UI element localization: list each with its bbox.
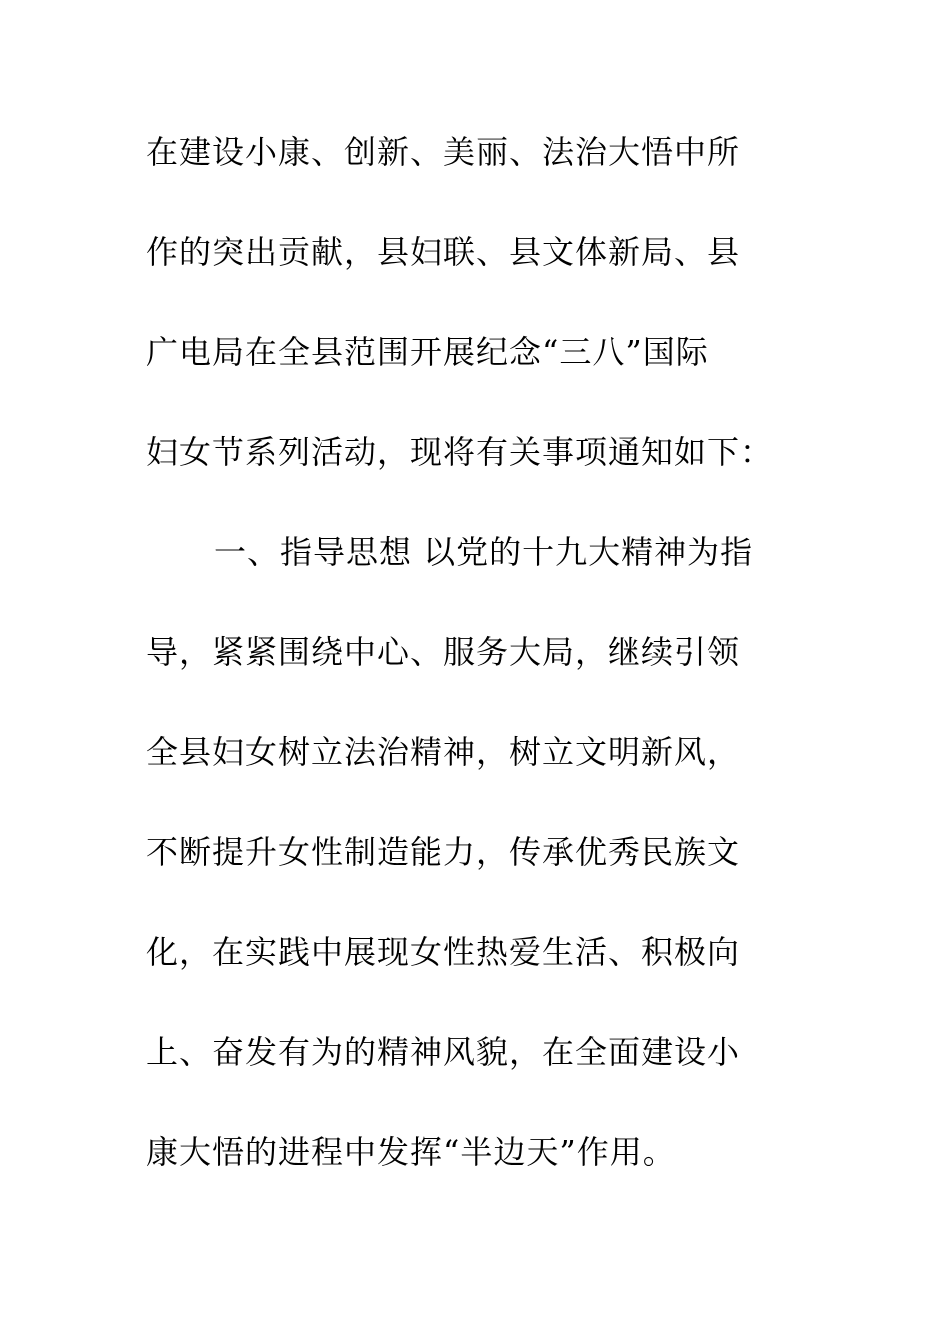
text-line: 康大悟的进程中发挥“半边天”作用。 [146,1133,676,1171]
text-line: 化，在实践中展现女性热爱生活、积极向 [146,933,741,971]
text-line: 作的突出贡献，县妇联、县文体新局、县 [146,233,741,271]
text-line: 在建设小康、创新、美丽、法治大悟中所 [146,133,741,171]
text-line: 广电局在全县范围开展纪念“三八”国际 [146,333,709,371]
text-line: 导，紧紧围绕中心、服务大局，继续引领 [146,633,741,671]
text-line: 上、奋发有为的精神风貌，在全面建设小 [146,1033,741,1071]
text-line: 不断提升女性制造能力，传承优秀民族文 [146,833,741,871]
text-line: 全县妇女树立法治精神，树立文明新风， [146,733,741,771]
section-heading-line: 一、指导思想 以党的十九大精神为指 [214,533,754,571]
text-line: 妇女节系列活动，现将有关事项通知如下： [146,433,774,471]
